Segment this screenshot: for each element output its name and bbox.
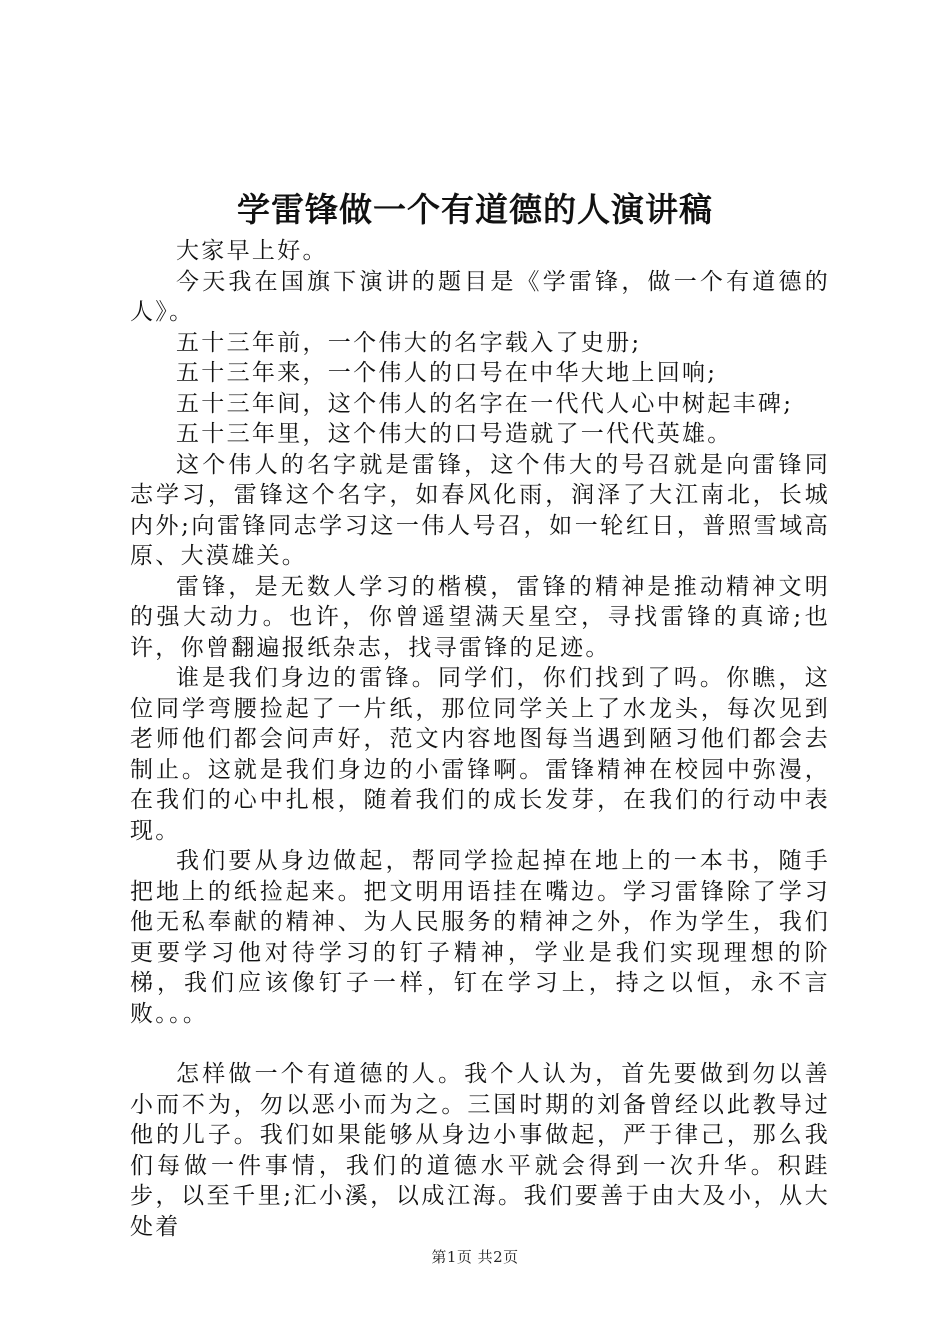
paragraph-how-to-be-moral: 怎样做一个有道德的人。我个人认为，首先要做到勿以善小而不为，勿以恶小而为之。三国时期的刘备曾经以此教导过他的儿子。我们如果能够从身边小事做起，严于律己，那么我们每做一件事情，我们的道德水平就会得到一次升华。积跬步，以至千里;汇小溪，以成江海。我们要善于由大及小，从大处着 xyxy=(130,1061,830,1240)
paragraph-topic: 今天我在国旗下演讲的题目是《学雷锋，做一个有道德的人》。 xyxy=(130,268,830,325)
paragraph-fifty-three-years-during: 五十三年间，这个伟人的名字在一代代人心中树起丰碑; xyxy=(176,390,794,417)
paragraph-fifty-three-years-within: 五十三年里，这个伟大的口号造就了一代代英雄。 xyxy=(176,421,733,447)
page-footer: 第1页 共2页 xyxy=(431,1248,519,1266)
paragraph-lei-feng-name: 这个伟人的名字就是雷锋，这个伟大的号召就是向雷锋同志学习，雷锋这个名字，如春风化雨，润泽了大江南北，长城内外;向雷锋同志学习这一伟人号召，如一轮红日，普照雪域高原、大漠雄关。 xyxy=(130,451,830,569)
document-title: 学雷锋做一个有道德的人演讲稿 xyxy=(237,190,713,229)
paragraph-start-from-ourselves: 我们要从身边做起，帮同学捡起掉在地上的一本书，随手把地上的纸捡起来。把文明用语挂在嘴边。学习雷锋除了学习他无私奉献的精神、为人民服务的精神之外，作为学生，我们更要学习他对待学习的钉子精神，学业是我们实现理想的阶梯，我们应该像钉子一样，钉在学习上，持之以恒，永不言败。。。 xyxy=(130,848,830,1027)
document-body xyxy=(130,236,830,1242)
paragraph-fifty-three-years-ago: 五十三年前，一个伟大的名字载入了史册; xyxy=(176,329,642,356)
paragraph-greeting: 大家早上好。 xyxy=(176,238,328,264)
paragraph-fifty-three-years-since: 五十三年来，一个伟人的口号在中华大地上回响; xyxy=(176,360,718,386)
paragraph-lei-feng-around-us: 谁是我们身边的雷锋。同学们，你们找到了吗。你瞧，这位同学弯腰捡起了一片纸，那位同学关上了水龙头，每次见到老师他们都会问声好，范文内容地图每当遇到陋习他们都会去制止。这就是我们身边的小雷锋啊。雷锋精神在校园中弥漫，在我们的心中扎根，随着我们的成长发芽，在我们的行动中表现。 xyxy=(130,665,830,844)
paragraph-role-model: 雷锋，是无数人学习的楷模，雷锋的精神是推动精神文明的强大动力。也许，你曾遥望满天星空，寻找雷锋的真谛;也许，你曾翻遍报纸杂志，找寻雷锋的足迹。 xyxy=(130,573,830,661)
